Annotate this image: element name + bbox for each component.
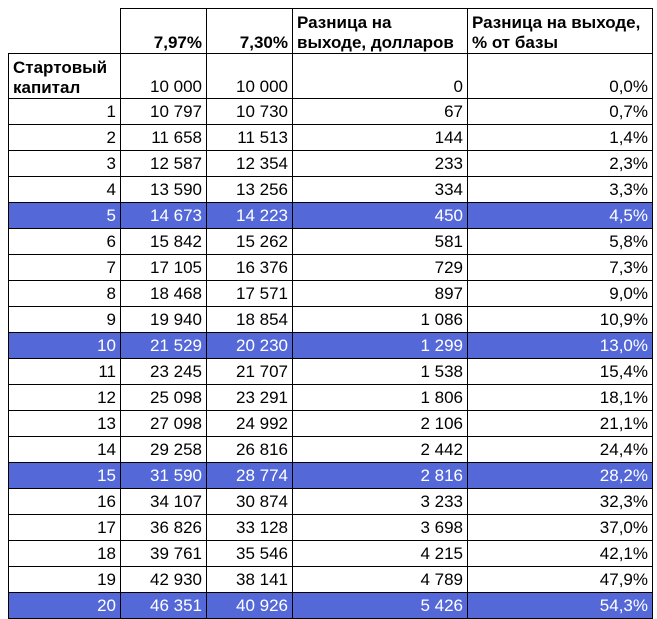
row-label: Стартовый капитал: [9, 54, 121, 99]
cell-rate-2: 24 992: [207, 411, 293, 437]
cell-rate-2: 14 223: [207, 203, 293, 229]
header-corner-cell: [9, 9, 121, 54]
table-row: [9, 125, 653, 151]
cell-rate-1: 25 098: [121, 385, 207, 411]
cell-diff-dollars: 67: [293, 99, 468, 125]
cell-diff-percent: 37,0%: [468, 515, 653, 541]
cell-rate-2: 18 854: [207, 307, 293, 333]
cell-rate-1: 27 098: [121, 411, 207, 437]
cell-rate-2: 20 230: [207, 333, 293, 359]
year-cell: 8: [9, 281, 121, 307]
year-cell: 5: [9, 203, 121, 229]
cell-rate-2: 15 262: [207, 229, 293, 255]
cell-rate-2: 33 128: [207, 515, 293, 541]
cell-diff-percent: 21,1%: [468, 411, 653, 437]
returns-table: [8, 8, 653, 619]
cell-rate-1: 42 930: [121, 567, 207, 593]
cell-diff-dollars: 897: [293, 281, 468, 307]
year-cell: 16: [9, 489, 121, 515]
year-cell: 14: [9, 437, 121, 463]
cell-diff-percent: 9,0%: [468, 281, 653, 307]
header-rate-2: 7,30%: [207, 9, 293, 54]
cell-rate-1: 15 842: [121, 229, 207, 255]
year-cell: 11: [9, 359, 121, 385]
cell-diff-dollars: 1 299: [293, 333, 468, 359]
year-cell: 4: [9, 177, 121, 203]
table-row: [9, 463, 653, 489]
year-cell: 19: [9, 567, 121, 593]
cell-rate-1: 10 797: [121, 99, 207, 125]
cell-rate-2: 35 546: [207, 541, 293, 567]
table-row: [9, 307, 653, 333]
header-diff-dollars: Разница на выходе, долларов: [293, 9, 468, 54]
cell-diff-dollars: 4 215: [293, 541, 468, 567]
cell-rate-2: 16 376: [207, 255, 293, 281]
cell-rate-1: 11 658: [121, 125, 207, 151]
header-diff-percent: Разница на выходе, % от базы: [468, 9, 653, 54]
spreadsheet: [8, 8, 653, 619]
cell-rate-2: 10 730: [207, 99, 293, 125]
cell-diff-dollars: 1 538: [293, 359, 468, 385]
cell-diff-percent: 7,3%: [468, 255, 653, 281]
cell-diff-percent: 10,9%: [468, 307, 653, 333]
table-row: [9, 99, 653, 125]
cell-diff-percent: 5,8%: [468, 229, 653, 255]
cell-rate-1: 18 468: [121, 281, 207, 307]
cell-rate-1: 10 000: [121, 54, 207, 99]
cell-diff-percent: 32,3%: [468, 489, 653, 515]
cell-rate-1: 36 826: [121, 515, 207, 541]
cell-rate-2: 26 816: [207, 437, 293, 463]
cell-rate-1: 29 258: [121, 437, 207, 463]
cell-diff-dollars: 2 106: [293, 411, 468, 437]
year-cell: 2: [9, 125, 121, 151]
cell-diff-percent: 54,3%: [468, 593, 653, 619]
cell-diff-dollars: 0: [293, 54, 468, 99]
table-row: [9, 229, 653, 255]
cell-diff-dollars: 450: [293, 203, 468, 229]
table-row: [9, 333, 653, 359]
year-cell: 13: [9, 411, 121, 437]
cell-rate-1: 17 105: [121, 255, 207, 281]
cell-diff-dollars: 5 426: [293, 593, 468, 619]
cell-rate-1: 46 351: [121, 593, 207, 619]
cell-diff-percent: 28,2%: [468, 463, 653, 489]
cell-rate-2: 30 874: [207, 489, 293, 515]
table-row: [9, 385, 653, 411]
cell-diff-percent: 13,0%: [468, 333, 653, 359]
cell-diff-dollars: 2 442: [293, 437, 468, 463]
table-row: [9, 567, 653, 593]
cell-diff-percent: 3,3%: [468, 177, 653, 203]
cell-rate-2: 17 571: [207, 281, 293, 307]
cell-diff-percent: 15,4%: [468, 359, 653, 385]
year-cell: 20: [9, 593, 121, 619]
table-row: [9, 359, 653, 385]
cell-diff-percent: 24,4%: [468, 437, 653, 463]
table-row: [9, 541, 653, 567]
cell-diff-percent: 4,5%: [468, 203, 653, 229]
cell-diff-dollars: 729: [293, 255, 468, 281]
cell-rate-2: 40 926: [207, 593, 293, 619]
cell-diff-dollars: 581: [293, 229, 468, 255]
table-row: [9, 489, 653, 515]
table-row: [9, 177, 653, 203]
cell-diff-dollars: 3 698: [293, 515, 468, 541]
cell-rate-2: 12 354: [207, 151, 293, 177]
cell-diff-percent: 47,9%: [468, 567, 653, 593]
cell-rate-1: 34 107: [121, 489, 207, 515]
table-row: [9, 281, 653, 307]
cell-diff-dollars: 3 233: [293, 489, 468, 515]
year-cell: 10: [9, 333, 121, 359]
cell-diff-percent: 42,1%: [468, 541, 653, 567]
cell-rate-2: 21 707: [207, 359, 293, 385]
cell-rate-1: 19 940: [121, 307, 207, 333]
header-row: [9, 9, 653, 54]
table-row: [9, 411, 653, 437]
year-cell: 1: [9, 99, 121, 125]
header-rate-1: 7,97%: [121, 9, 207, 54]
cell-diff-dollars: 144: [293, 125, 468, 151]
cell-rate-1: 21 529: [121, 333, 207, 359]
table-row: [9, 593, 653, 619]
table-row: [9, 437, 653, 463]
cell-diff-dollars: 2 816: [293, 463, 468, 489]
cell-rate-2: 13 256: [207, 177, 293, 203]
cell-diff-dollars: 233: [293, 151, 468, 177]
year-cell: 15: [9, 463, 121, 489]
table-row: [9, 515, 653, 541]
cell-diff-dollars: 1 806: [293, 385, 468, 411]
cell-diff-dollars: 334: [293, 177, 468, 203]
year-cell: 18: [9, 541, 121, 567]
year-cell: 3: [9, 151, 121, 177]
cell-diff-percent: 1,4%: [468, 125, 653, 151]
cell-rate-2: 23 291: [207, 385, 293, 411]
year-cell: 17: [9, 515, 121, 541]
cell-rate-1: 12 587: [121, 151, 207, 177]
cell-rate-1: 39 761: [121, 541, 207, 567]
cell-rate-1: 31 590: [121, 463, 207, 489]
year-cell: 6: [9, 229, 121, 255]
table-row: [9, 151, 653, 177]
cell-rate-2: 28 774: [207, 463, 293, 489]
table-row: [9, 255, 653, 281]
cell-diff-dollars: 4 789: [293, 567, 468, 593]
cell-rate-1: 14 673: [121, 203, 207, 229]
cell-rate-2: 11 513: [207, 125, 293, 151]
cell-rate-1: 23 245: [121, 359, 207, 385]
cell-rate-2: 38 141: [207, 567, 293, 593]
year-cell: 7: [9, 255, 121, 281]
year-cell: 9: [9, 307, 121, 333]
cell-diff-percent: 0,0%: [468, 54, 653, 99]
year-cell: 12: [9, 385, 121, 411]
cell-rate-2: 10 000: [207, 54, 293, 99]
table-row: [9, 203, 653, 229]
cell-diff-percent: 18,1%: [468, 385, 653, 411]
start-capital-row: [9, 54, 653, 99]
cell-diff-dollars: 1 086: [293, 307, 468, 333]
cell-diff-percent: 0,7%: [468, 99, 653, 125]
cell-diff-percent: 2,3%: [468, 151, 653, 177]
cell-rate-1: 13 590: [121, 177, 207, 203]
